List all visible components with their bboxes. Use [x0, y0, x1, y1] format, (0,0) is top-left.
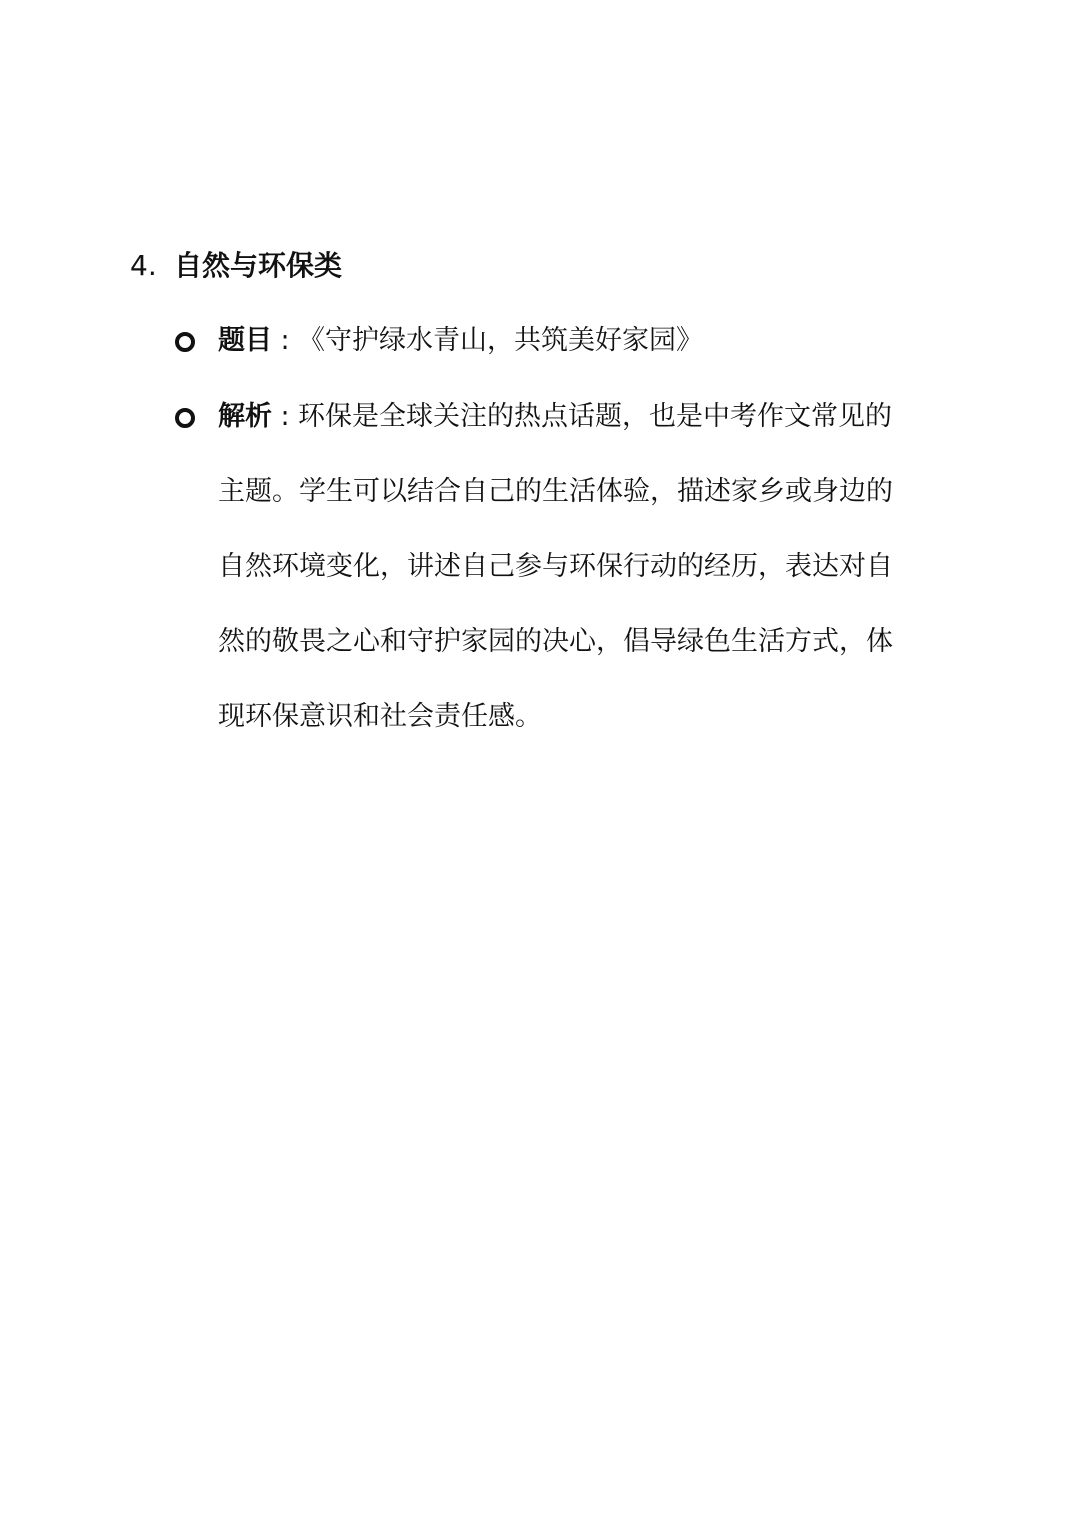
analysis-text-line-3: 自然环境变化，讲述自己参与环保行动的经历，表达对自 — [218, 551, 893, 582]
analysis-item — [218, 395, 958, 770]
hollow-circle-bullet-icon — [175, 332, 195, 352]
analysis-text-line-4: 然的敬畏之心和守护家园的决心，倡导绿色生活方式，体 — [218, 626, 893, 657]
section-number: 4. — [130, 249, 157, 282]
analysis-line — [218, 620, 958, 695]
analysis-colon: : — [280, 401, 290, 432]
section-heading — [130, 244, 342, 288]
analysis-line — [218, 695, 958, 770]
analysis-line — [218, 395, 958, 470]
hollow-circle-bullet-icon — [175, 408, 195, 428]
topic-colon: : — [280, 325, 290, 356]
analysis-label: 解析 — [218, 401, 272, 432]
analysis-text-line-2: 主题。学生可以结合自己的生活体验，描述家乡或身边的 — [218, 476, 893, 507]
analysis-text-line-5: 现环保意识和社会责任感。 — [218, 701, 542, 732]
topic-text: 《守护绿水青山，共筑美好家园》 — [298, 325, 703, 356]
section-title: 自然与环保类 — [174, 249, 343, 282]
topic-label: 题目 — [218, 325, 272, 356]
analysis-text-line-1: 环保是全球关注的热点话题，也是中考作文常见的 — [298, 401, 892, 432]
topic-item — [218, 319, 958, 363]
analysis-line — [218, 470, 958, 545]
analysis-line — [218, 545, 958, 620]
